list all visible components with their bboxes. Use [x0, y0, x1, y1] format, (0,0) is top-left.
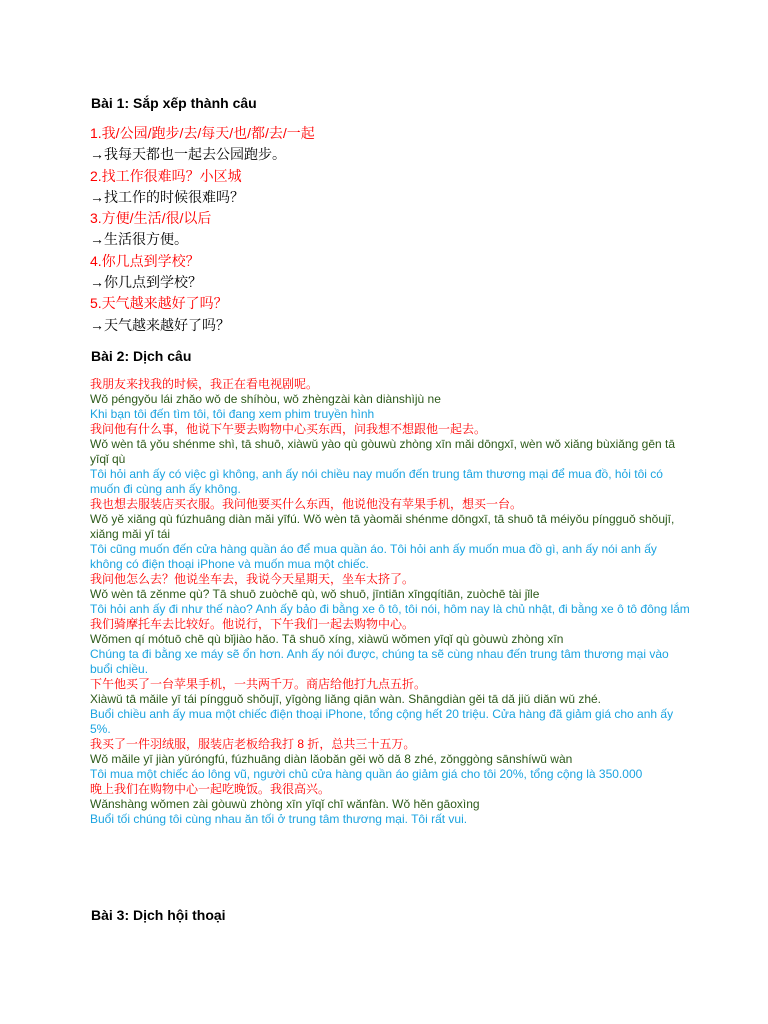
- hanzi-line: 我们骑摩托车去比较好。他说行，下午我们一起去购物中心。: [90, 617, 415, 631]
- bai2-item-2: [90, 422, 690, 497]
- vietnamese-line: Chúng ta đi bằng xe máy sẽ ổn hơn. Anh ấy nói được, chúng ta sẽ cùng nhau đến trung tâm thương mại vào buổi chiều.: [90, 647, 669, 676]
- bai2-item-5: [90, 617, 690, 677]
- vietnamese-line: Khi bạn tôi đến tìm tôi, tôi đang xem phim truyền hình: [90, 407, 375, 421]
- hanzi-line: 我问他有什么事，他说下午要去购物中心买东西，问我想不想跟他一起去。: [90, 422, 487, 436]
- vietnamese-line: Tôi hỏi anh ấy đi như thế nào? Anh ấy bảo đi bằng xe ô tô, tôi nói, hôm nay là chủ nhật, đi bằng xe ô tô đông lắm: [90, 602, 690, 616]
- bai1-answer-3: →生活很方便。: [90, 231, 188, 248]
- hanzi-line: 我也想去服装店买衣服。我问他要买什么东西，他说他没有苹果手机，想买一台。: [90, 497, 523, 511]
- bai1-answer-5: →天气越来越好了吗？: [90, 316, 230, 333]
- bai1-question-4: 4.你几点到学校？: [90, 252, 200, 269]
- vietnamese-line: Tôi mua một chiếc áo lông vũ, người chủ cửa hàng quần áo giảm giá cho tôi 20%, tổng cộng là 350.000: [90, 767, 643, 781]
- bai2-item-8: [90, 782, 690, 827]
- bai2-list: [90, 377, 690, 827]
- bai2-item-4: [90, 572, 690, 617]
- bai1-answer-2: →找工作的时候很难吗？: [90, 188, 244, 205]
- pinyin-line: Wǒ wèn tā zěnme qù? Tā shuō zuòchē qù, wǒ shuō, jīntiān xīngqítiān, zuòchē tài jǐle: [90, 587, 540, 601]
- pinyin-line: Xiàwǔ tā mǎile yī tái píngguǒ shǒujī, yīgòng liǎng qiān wàn. Shāngdiàn gěi tā dǎ jiǔ diǎn wǔ zhé.: [90, 692, 602, 706]
- pinyin-line: Wǒ yě xiǎng qù fúzhuāng diàn mǎi yīfú. Wǒ wèn tā yàomǎi shénme dōngxī, tā shuō tā méiyǒu píngguǒ shǒujī, xiǎng mǎi yī tái: [90, 512, 675, 541]
- bai2-item-1: [90, 377, 690, 422]
- vietnamese-line: Buổi chiều anh ấy mua một chiếc điện thoại iPhone, tổng cộng hết 20 triệu. Cửa hàng đã giảm giá cho anh ấy 5%.: [90, 707, 674, 736]
- bai1-heading: Bài 1: Sắp xếp thành câu: [91, 95, 257, 111]
- vietnamese-line: Buổi tối chúng tôi cùng nhau ăn tối ở trung tâm thương mại. Tôi rất vui.: [90, 812, 468, 826]
- bai1-question-3: 3.方便/生活/很/以后: [90, 210, 212, 227]
- pinyin-line: Wǎnshàng wǒmen zài gòuwù zhòng xīn yīqǐ chī wǎnfàn. Wǒ hěn gāoxìng: [90, 797, 480, 811]
- pinyin-line: Wǒ wèn tā yǒu shénme shì, tā shuō, xiàwǔ yào qù gòuwù zhòng xīn mǎi dōngxī, wèn wǒ xiǎng bùxiǎng gēn tā yīqǐ qù: [90, 437, 676, 466]
- hanzi-line: 下午他买了一台苹果手机，一共两千万。商店给他打九点五折。: [90, 677, 427, 691]
- bai1-list: [90, 123, 315, 336]
- bai1-answer-1: →我每天都也一起去公园跑步。: [90, 146, 286, 163]
- bai1-answer-4: →你几点到学校？: [90, 274, 202, 291]
- bai2-heading: Bài 2: Dịch câu: [91, 348, 192, 364]
- hanzi-line: 我问他怎么去？他说坐车去，我说今天星期天，坐车太挤了。: [90, 572, 415, 586]
- pinyin-line: Wǒ péngyǒu lái zhǎo wǒ de shíhòu, wǒ zhèngzài kàn diànshìjù ne: [90, 392, 441, 406]
- bai2-item-3: [90, 497, 690, 572]
- bai1-question-1: 1.我/公园/跑步/去/每天/也/都/去/一起: [90, 125, 315, 141]
- hanzi-line: 我朋友来找我的时候，我正在看电视剧呢。: [90, 377, 319, 391]
- pinyin-line: Wǒmen qí mótuō chē qù bǐjiào hǎo. Tā shuō xíng, xiàwǔ wǒmen yīqǐ qù gòuwù zhòng xīn: [90, 632, 564, 646]
- hanzi-line: 晚上我们在购物中心一起吃晚饭。我很高兴。: [90, 782, 331, 796]
- bai3-heading: Bài 3: Dịch hội thoại: [91, 907, 226, 923]
- bai2-item-7: [90, 737, 690, 782]
- pinyin-line: Wǒ mǎile yī jiàn yǔróngfú, fúzhuāng diàn lǎobǎn gěi wǒ dǎ 8 zhé, zǒnggòng sānshíwǔ wàn: [90, 752, 573, 766]
- bai1-question-5: 5.天气越来越好了吗？: [90, 295, 228, 312]
- bai2-item-6: [90, 677, 690, 737]
- vietnamese-line: Tôi hỏi anh ấy có việc gì không, anh ấy nói chiều nay muốn đến trung tâm thương mại để mua đồ, hỏi tôi có muốn đi cùng anh ấy không.: [90, 467, 663, 496]
- vietnamese-line: Tôi cũng muốn đến cửa hàng quần áo để mua quần áo. Tôi hỏi anh ấy muốn mua đồ gì, anh ấy nói anh ấy không có điện thoại iPhone và muốn mua một chiếc.: [90, 542, 657, 571]
- bai1-question-2: 2.找工作很难吗？小区城: [90, 167, 242, 184]
- hanzi-line: 我买了一件羽绒服，服装店老板给我打 8 折，总共三十五万。: [90, 737, 416, 751]
